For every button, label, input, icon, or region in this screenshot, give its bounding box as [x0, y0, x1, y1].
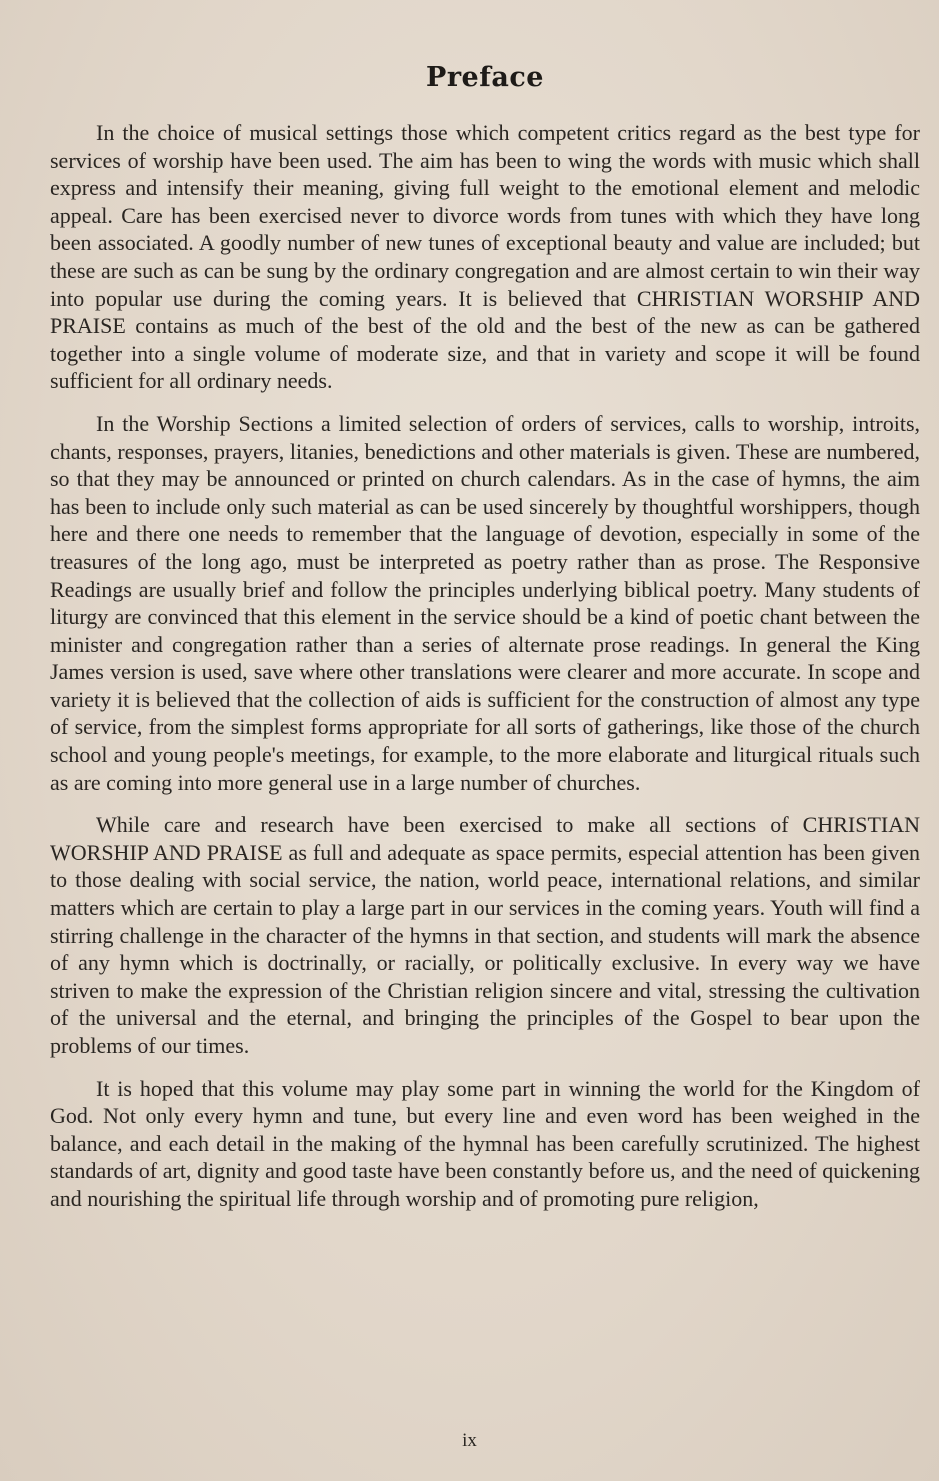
- page-number: ix: [462, 1430, 477, 1451]
- paragraph-worship-sections: In the Worship Sections a limited selection of orders of services, calls to worship, introits, chants, responses, prayers, litanies, benedictions and other materials is given. These are numbered, so that they may be announced or printed on church calendars. As in the case of hymns, the aim has been to include only such material as can be used sincerely by thoughtful worshippers, though here and there one needs to remember that the language of devotion, especially in some of the treasures of the long ago, must be interpreted as poetry rather than as prose. The Responsive Readings are usually brief and follow the principles underlying biblical poetry. Many students of liturgy are convinced that this element in the service should be a kind of poetic chant between the minister and congregation rather than a series of alternate prose readings. In general the King James version is used, save where other translations were clearer and more accurate. In scope and variety it is believed that the collection of aids is sufficient for the construction of almost any type of service, from the simplest forms appropriate for all sorts of gatherings, like those of the church school and young people's meetings, for example, to the more elaborate and liturgical rituals such as are coming into more general use in a large number of churches.: [50, 410, 920, 795]
- paragraph-social-service: While care and research have been exercised to make all sections of CHRISTIAN WORSHIP AND PRAISE as full and adequate as space permits, especial attention has been given to those dealing with social service, the nation, world peace, international relations, and similar matters which are certain to play a large part in our services in the coming years. Youth will find a stirring challenge in the character of the hymns in that section, and students will mark the absence of any hymn which is doctrinally, or racially, or politically exclusive. In every way we have striven to make the expression of the Christian religion sincere and vital, stressing the cultivation of the universal and the eternal, and bringing the principles of the Gospel to bear upon the problems of our times.: [50, 812, 920, 1058]
- page-title: Preface: [426, 62, 544, 93]
- document-page: [50, 62, 920, 1228]
- paragraph-musical-settings: In the choice of musical settings those which competent critics regard as the best type for services of worship have been used. The aim has been to wing the words with music which shall express and intensify their meaning, giving full weight to the emotional element and melodic appeal. Care has been exercised never to divorce words from tunes with which they have long been associated. A goodly number of new tunes of exceptional beauty and value are included; but these are such as can be sung by the ordinary congregation and are almost certain to win their way into popular use during the coming years. It is believed that CHRISTIAN WORSHIP AND PRAISE contains as much of the best of the old and the best of the new as can be gathered together into a single volume of moderate size, and that in variety and scope it will be found sufficient for all ordinary needs.: [50, 120, 920, 394]
- paragraph-kingdom-of-god: It is hoped that this volume may play some part in winning the world for the Kingdom of God. Not only every hymn and tune, but every line and even word has been weighed in the balance, and each detail in the making of the hymnal has been carefully scrutinized. The highest standards of art, dignity and good taste have been constantly before us, and the need of quickening and nourishing the spiritual life through worship and of promoting pure religion,: [50, 1075, 920, 1211]
